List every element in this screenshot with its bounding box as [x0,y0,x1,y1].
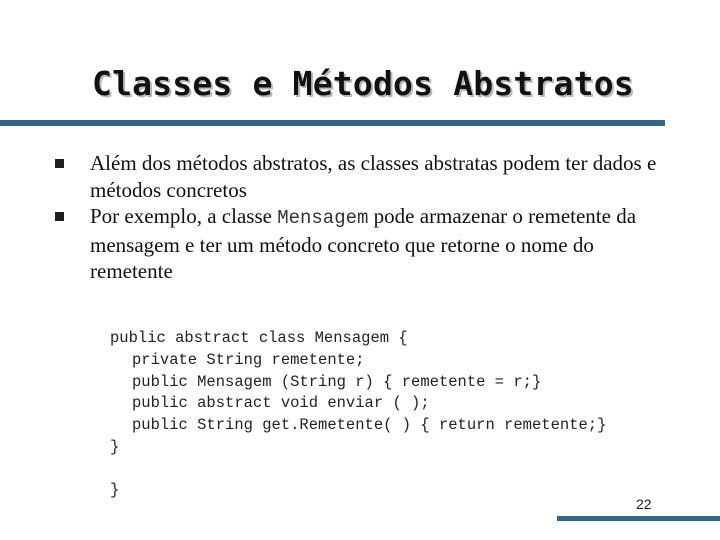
page-number: 22 [636,496,652,512]
inline-code-class-name: Mensagem [277,207,369,229]
title-divider [0,120,665,126]
slide-title: Classes e Métodos Abstratos [92,64,634,103]
footer-divider [557,516,720,521]
bullet-item [55,150,675,203]
bullet-item [55,203,675,285]
bullet-text: Além dos métodos abstratos, as classes abstratas podem ter dados e métodos concretos [90,151,657,202]
closing-brace: } [110,481,120,499]
bullet-text-after: pode armazenar o remetente da mensagem e ter um método concreto que retorne o nome do remetente [90,204,637,283]
square-bullet-icon [55,159,64,168]
square-bullet-icon [55,212,64,221]
code-line: public abstract void enviar ( ); [132,394,430,413]
code-block [110,328,606,459]
code-line: private String remetente; [132,350,365,369]
bullet-text-before: Por exemplo, a classe [90,204,278,228]
code-line: public abstract class Mensagem { [110,329,408,347]
code-line: public String get.Remetente( ) { return remetente;} [132,416,607,435]
code-line: public Mensagem (String r) { remetente = r;} [132,372,542,391]
code-line: } [110,437,120,456]
bullet-list [55,150,675,285]
